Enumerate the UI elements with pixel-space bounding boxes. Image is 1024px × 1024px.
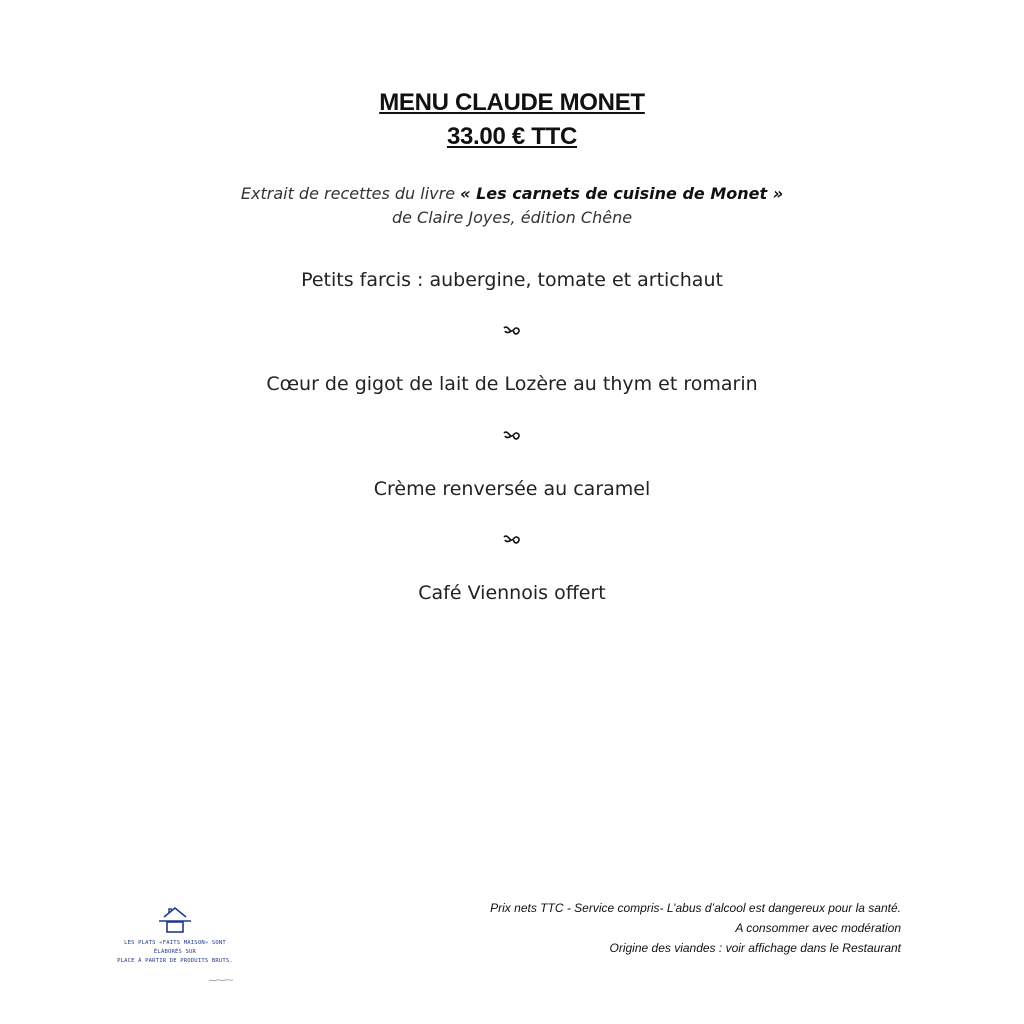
logo-caption-line1: LES PLATS «FAITS MAISON» SONT ÉLABORÉS SUR <box>124 940 226 955</box>
logo-signature <box>208 978 234 985</box>
course-main: Cœur de gigot de lait de Lozère au thym et romarin <box>266 373 758 395</box>
logo-caption-line2: PLACE À PARTIR DE PRODUITS BRUTS. <box>117 958 233 964</box>
menu-header <box>0 86 1024 154</box>
menu-price: 33.00 € TTC <box>446 123 578 150</box>
course-dessert: Crème renversée au caramel <box>373 478 651 500</box>
fait-maison-logo <box>113 905 237 966</box>
house-saucepan-icon <box>158 905 192 935</box>
recipe-source <box>0 182 1024 230</box>
legal-footer <box>490 898 901 958</box>
source-book-title: « Les carnets de cuisine de Monet » <box>460 184 784 203</box>
footer-line-meat-origin: Origine des viandes : voir affichage dans le Restaurant <box>609 941 901 955</box>
fleuron-ornament-icon <box>0 325 1024 341</box>
menu-title: MENU CLAUDE MONET <box>379 89 645 116</box>
source-author: de Claire Joyes, édition Chêne <box>391 208 633 227</box>
footer-line-moderation: A consommer avec modération <box>735 921 901 935</box>
course-starter: Petits farcis : aubergine, tomate et artichaut <box>301 269 723 291</box>
course-coffee: Café Viennois offert <box>418 582 606 604</box>
source-prefix: Extrait de recettes du livre <box>240 184 461 203</box>
fleuron-ornament-icon <box>0 430 1024 446</box>
fleuron-ornament-icon <box>0 534 1024 550</box>
footer-line-prices: Prix nets TTC - Service compris- L’abus d’alcool est dangereux pour la santé. <box>490 901 901 915</box>
